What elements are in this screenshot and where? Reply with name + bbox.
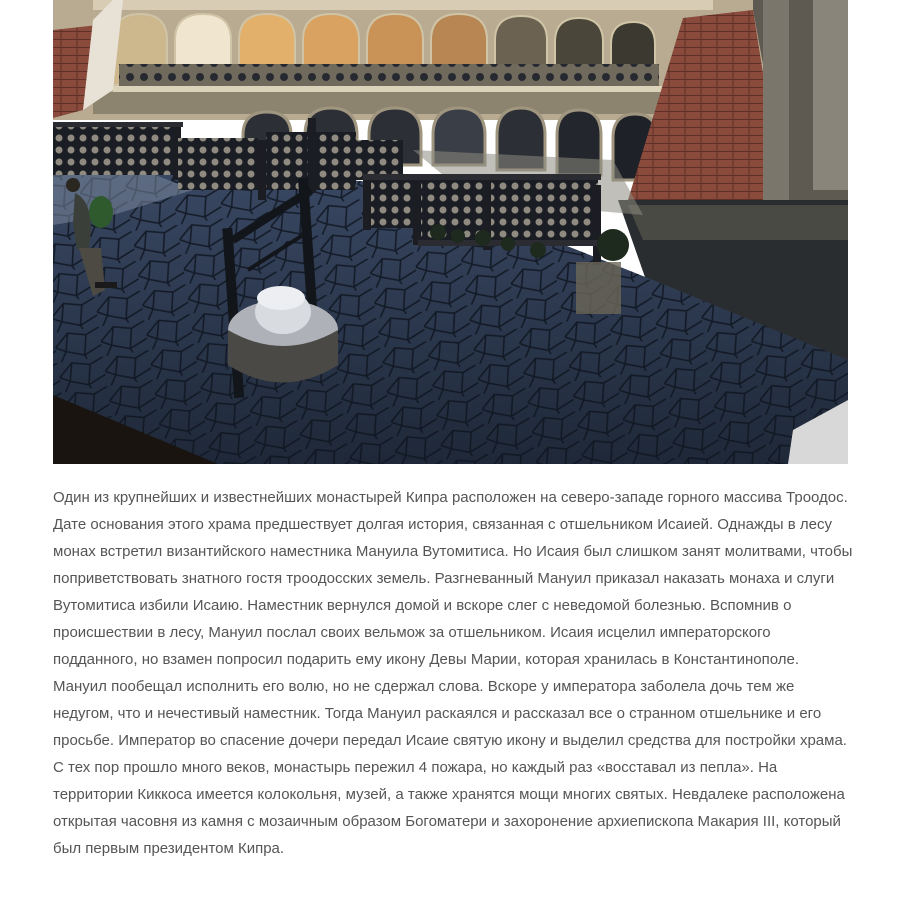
article-paragraph-1: Один из крупнейших и известнейших монастырей Кипра расположен на северо-западе горного массива Троодос. (53, 489, 848, 506)
article-paragraph-2: Дате основания этого храма предшествует долгая история, связанная с отшельником Исаией. Однажды в лесу монах встретил византийского наместника Мануила Вутомитиса. Но Исаия был слишком занят молитвами, чтобы поприветствовать знатного гостя троодосских земель. Разгневанный Мануил приказал наказать монаха и слуги Вутомитиса избили Исаию. Наместник вернулся домой и вскоре слег с неведомой болезнью. Вспомнив о происшествии в лесу, Мануил послал своих вельмож за отшельником. Исаия исцелил императорского подданного, но взамен попросил подарить ему икону Девы Марии, которая хранилась в Константинополе. Мануил пообещал исполнить его волю, но не сдержал слова. Вскоре у императора заболела дочь тем же недугом, что и нечестивый наместник. Тогда Мануил раскаялся и рассказал все о странном отшельнике и его просьбе. Император во спасение дочери передал Исаие святую икону и выделил средства для постройки храма. (53, 516, 853, 749)
monastery-courtyard-photo (53, 0, 848, 464)
article-text (53, 484, 853, 862)
article-paragraph-3: С тех пор прошло много веков, монастырь пережил 4 пожара, но каждый раз «восставал из пепла». На территории Киккоса имеется колокольня, музей, а также хранятся мощи многих святых. Невдалеке расположена открытая часовня из камня с мозаичным образом Богоматери и захоронение архиепископа Макария III, который был первым президентом Кипра. (53, 759, 845, 857)
